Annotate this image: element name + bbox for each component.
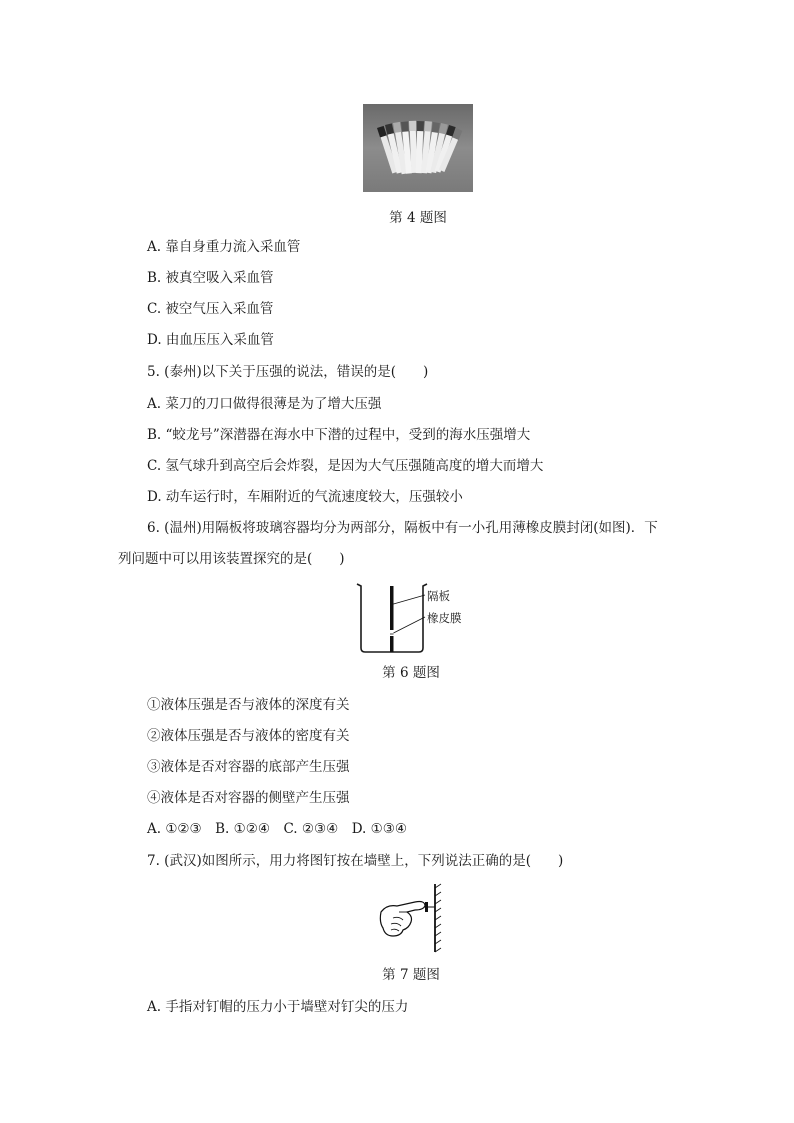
q6-statement-4: ④液体是否对容器的侧壁产生压强 [147, 790, 350, 806]
q6-label-partition: 隔板 [427, 589, 450, 603]
blood-tubes-photo [363, 104, 473, 192]
q5-stem: 5. (泰州)以下关于压强的说法，错误的是( ) [147, 364, 429, 380]
q4-option-a: A. 靠自身重力流入采血管 [147, 239, 301, 255]
q6-statement-1: ①液体压强是否与液体的深度有关 [147, 697, 350, 713]
q4-option-d: D. 由血压压入采血管 [147, 332, 274, 348]
q6-statement-3: ③液体是否对容器的底部产生压强 [147, 759, 350, 775]
q6-statement-2: ②液体压强是否与液体的密度有关 [147, 728, 350, 744]
q4-option-c: C. 被空气压入采血管 [147, 301, 274, 317]
q5-option-b: B. “蛟龙号”深潜器在海水中下潜的过程中，受到的海水压强增大 [147, 427, 531, 443]
q5-option-a: A. 菜刀的刀口做得很薄是为了增大压强 [147, 396, 382, 412]
q4-option-b: B. 被真空吸入采血管 [147, 270, 274, 286]
q6-label-membrane: 橡皮膜 [427, 611, 462, 625]
q7-stem: 7. (武汉)如图所示，用力将图钉按在墙壁上，下列说法正确的是( ) [147, 853, 564, 869]
q5-option-c: C. 氢气球升到高空后会炸裂，是因为大气压强随高度的增大而增大 [147, 458, 544, 474]
q6-stem-line1: 6. (温州)用隔板将玻璃容器均分为两部分，隔板中有一小孔用薄橡皮膜封闭(如图)．下 [147, 520, 658, 536]
q7-option-a: A. 手指对钉帽的压力小于墙壁对钉尖的压力 [147, 999, 409, 1015]
thumbtack-hand-diagram [379, 882, 443, 954]
q6-stem-line2: 列问题中可以用该装置探究的是( ) [118, 551, 345, 567]
q6-figure-caption: 第 6 题图 [382, 665, 440, 681]
q7-figure-caption: 第 7 题图 [382, 967, 440, 983]
q6-choices: A. ①②③ B. ①②④ C. ②③④ D. ①③④ [147, 821, 407, 837]
q5-option-d: D. 动车运行时，车厢附近的气流速度较大，压强较小 [147, 489, 463, 505]
q4-figure-caption: 第 4 题图 [389, 210, 447, 226]
